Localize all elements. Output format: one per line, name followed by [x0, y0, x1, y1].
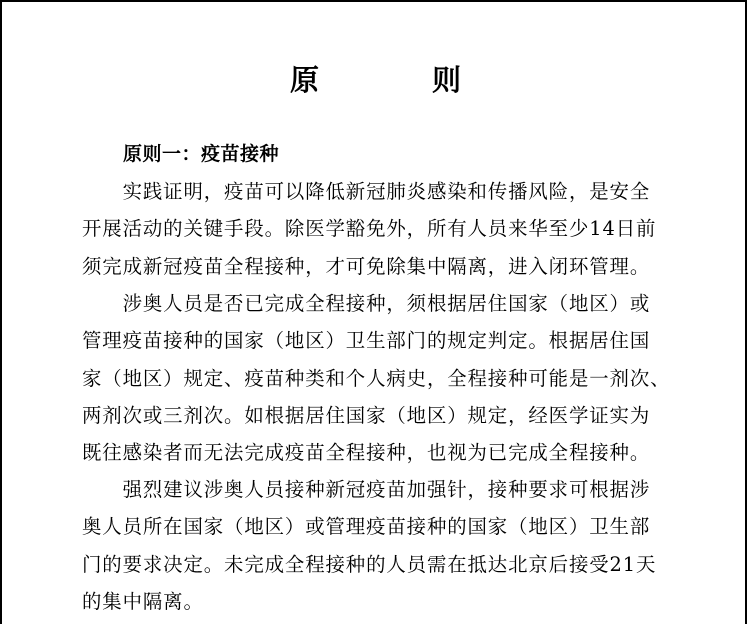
- body-text-line: 实践证明，疫苗可以降低新冠肺炎感染和传播风险，是安全: [82, 180, 651, 203]
- body-text-line: 的集中隔离。: [82, 590, 204, 613]
- body-text-line: 涉奥人员是否已完成全程接种，须根据居住国家（地区）或: [82, 292, 651, 315]
- body-text-line: 开展活动的关键手段。除医学豁免外，所有人员来华至少14日前: [82, 217, 657, 240]
- body-text-line: 既往感染者而无法完成疫苗全程接种，也视为已完成全程接种。: [82, 441, 651, 464]
- body-text-line: 须完成新冠疫苗全程接种，才可免除集中隔离，进入闭环管理。: [82, 255, 651, 278]
- body-text-line: 管理疫苗接种的国家（地区）卫生部门的规定判定。根据居住国: [82, 329, 651, 352]
- page-title: 原 则: [289, 63, 503, 97]
- body-text-line: 门的要求决定。未完成全程接种的人员需在抵达北京后接受21天: [82, 553, 657, 576]
- body-text-line: 强烈建议涉奥人员接种新冠疫苗加强针，接种要求可根据涉: [82, 478, 651, 501]
- section-heading: 原则一：疫苗接种: [123, 143, 280, 165]
- body-text-line: 两剂次或三剂次。如根据居住国家（地区）规定，经医学证实为: [82, 404, 651, 427]
- body-text-line: 家（地区）规定、疫苗种类和个人病史，全程接种可能是一剂次、: [82, 367, 671, 390]
- body-text-line: 奥人员所在国家（地区）或管理疫苗接种的国家（地区）卫生部: [82, 515, 651, 538]
